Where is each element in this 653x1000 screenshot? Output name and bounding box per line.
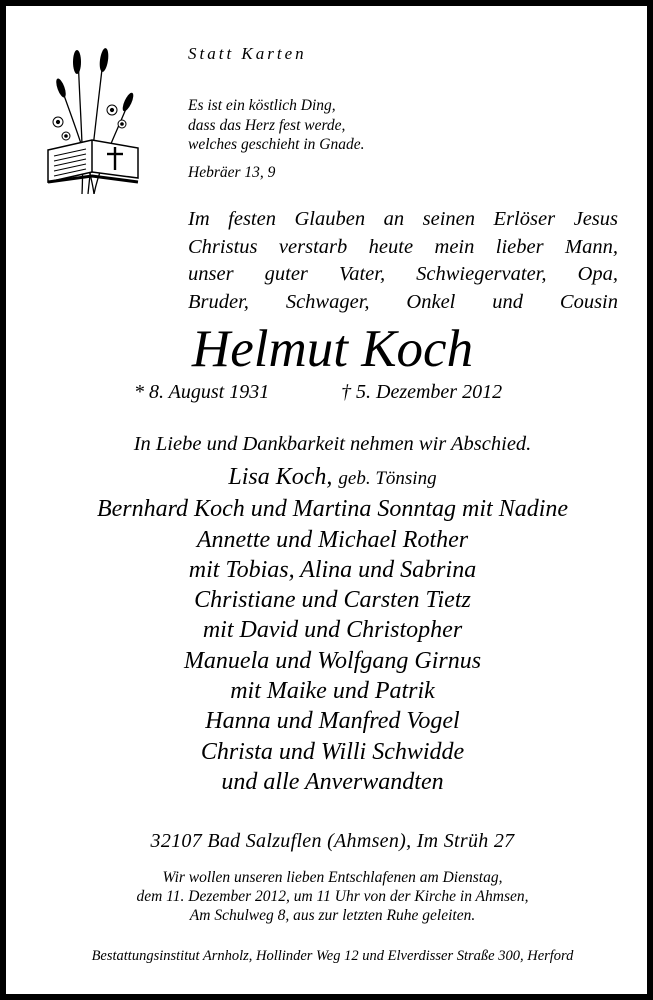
intro-line: Bruder, Schwager, Onkel und Cousin	[188, 290, 618, 313]
funeral-line: Wir wollen unseren lieben Entschlafenen am Dienstag,	[162, 869, 503, 886]
intro-line: unser guter Vater, Schwiegervater, Opa,	[188, 263, 618, 285]
birth-date: * 8. August 1931	[134, 381, 270, 403]
verse-reference: Hebräer 13, 9	[188, 164, 276, 181]
funeral-info	[6, 868, 653, 926]
funeral-line: dem 11. Dezember 2012, um 11 Uhr von der Kirche in Ahmsen,	[136, 888, 529, 906]
mourner-line: Annette und Michael Rother	[196, 526, 469, 553]
mourner-line: Christiane und Carsten Tietz	[194, 587, 471, 614]
intro-line: Im festen Glauben an seinen Erlöser Jesus	[188, 208, 618, 230]
undertaker: Bestattungsinstitut Arnholz, Hollinder Weg 12 und Elverdisser Straße 300, Herford	[91, 948, 574, 964]
intro-line: Christus verstarb heute mein lieber Mann,	[188, 235, 618, 258]
farewell-line: In Liebe und Dankbarkeit nehmen wir Abschied.	[133, 433, 532, 455]
funeral-line: Am Schulweg 8, aus zur letzten Ruhe geleiten.	[189, 907, 476, 925]
mourners-list	[6, 462, 653, 797]
bible-wheat-cross-icon	[38, 44, 150, 194]
spouse-name: Lisa Koch,	[228, 464, 333, 490]
mourner-line: Manuela und Wolfgang Girnus	[183, 647, 482, 674]
address: 32107 Bad Salzuflen (Ahmsen), Im Strüh 27	[150, 830, 515, 852]
mourner-line: und alle Anverwandten	[221, 768, 444, 795]
death-date: † 5. Dezember 2012	[341, 381, 503, 403]
mourner-line: mit David und Christopher	[202, 617, 463, 644]
statt-karten: Statt Karten	[188, 44, 307, 63]
verse-line: welches geschieht in Gnade.	[188, 136, 365, 153]
verse-line: dass das Herz fest werde,	[188, 116, 346, 134]
mourner-line: mit Maike und Patrik	[230, 678, 435, 705]
spouse-maiden-name: geb. Tönsing	[338, 468, 437, 489]
mourner-line: Hanna und Manfred Vogel	[205, 708, 460, 735]
intro-text	[188, 206, 618, 316]
mourner-line: Bernhard Koch und Martina Sonntag mit Nadine	[96, 496, 569, 523]
mourner-line: Christa und Willi Schwidde	[200, 738, 465, 765]
verse-line: Es ist ein köstlich Ding,	[188, 97, 336, 114]
deceased-name: Helmut Koch	[191, 320, 474, 378]
bible-verse	[188, 96, 364, 155]
spouse-line	[6, 462, 653, 494]
mourner-line: mit Tobias, Alina und Sabrina	[188, 556, 477, 583]
